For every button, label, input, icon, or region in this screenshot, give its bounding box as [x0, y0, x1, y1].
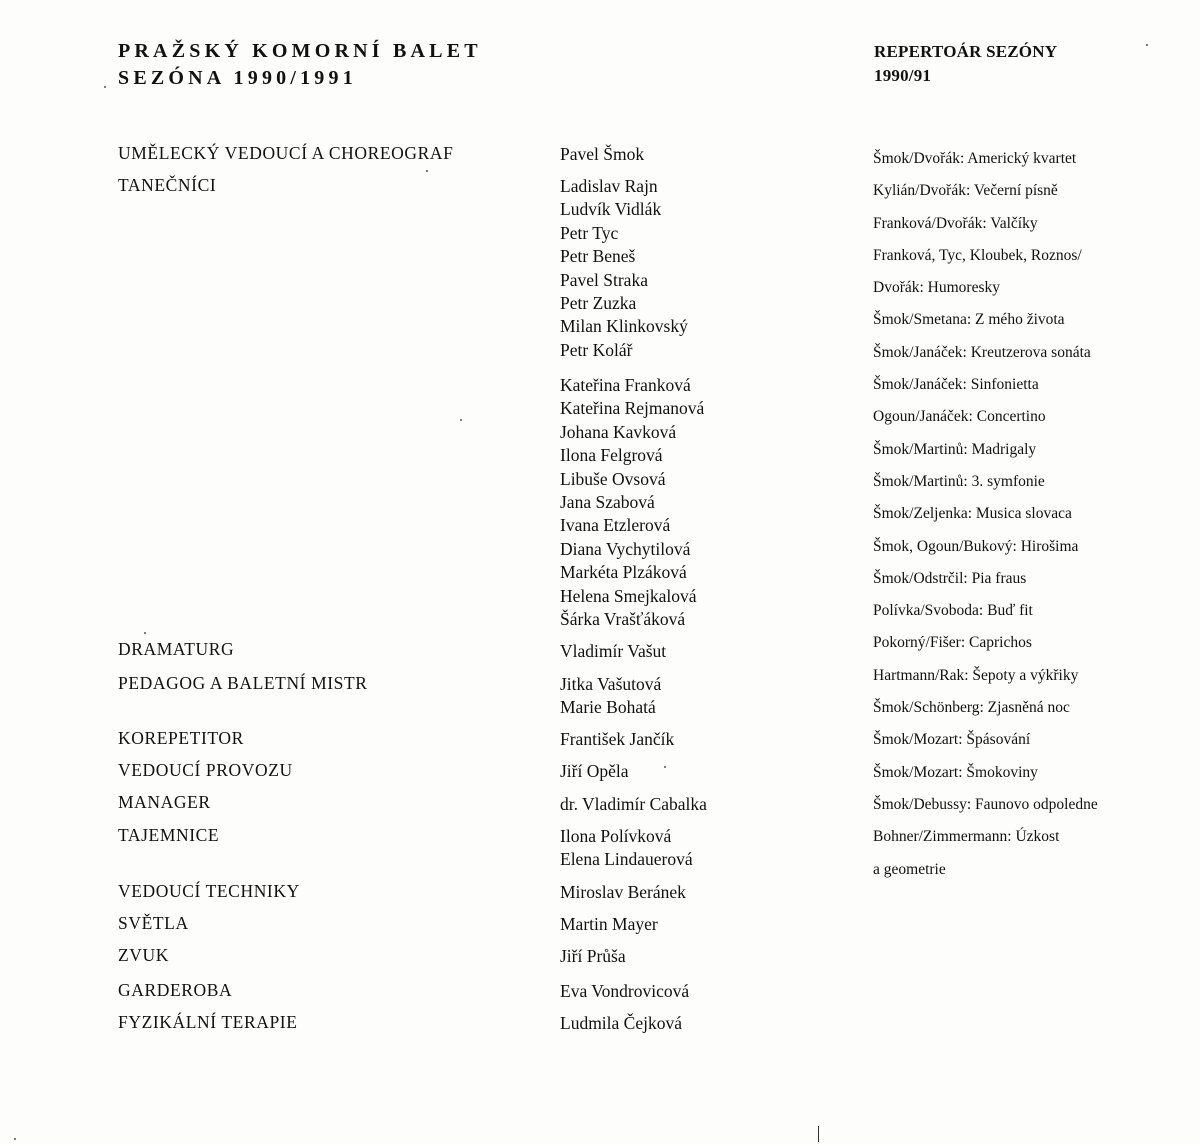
repertoire-item: Šmok/Janáček: Sinfonietta — [873, 376, 1039, 394]
program-title-line1: PRAŽSKÝ KOMORNÍ BALET — [118, 40, 482, 62]
staff-names — [560, 728, 674, 751]
staff-name: Ivana Etzlerová — [560, 515, 671, 536]
staff-names — [560, 143, 644, 166]
staff-names — [560, 760, 629, 783]
staff-name: Jiří Průša — [560, 946, 626, 966]
repertoire-item: Šmok, Ogoun/Bukový: Hirošima — [873, 537, 1079, 555]
repertoire-title — [874, 40, 1057, 88]
repertoire-title-line1: REPERTOÁR SEZÓNY — [874, 42, 1058, 61]
staff-name: Jana Szabová — [560, 492, 655, 513]
repertoire-item: Ogoun/Janáček: Concertino — [873, 408, 1046, 426]
staff-name: Petr Tyc — [560, 222, 619, 243]
staff-name: František Jančík — [560, 729, 675, 749]
staff-name: Milan Klinkovský — [560, 316, 688, 337]
repertoire-title-line2: 1990/91 — [874, 66, 932, 85]
staff-names — [560, 825, 693, 872]
repertoire-item: Pokorný/Fišer: Caprichos — [873, 634, 1032, 652]
repertoire-item: Šmok/Martinů: 3. symfonie — [873, 472, 1045, 490]
staff-role: ZVUK — [118, 945, 170, 965]
staff-name: dr. Vladimír Cabalka — [560, 794, 707, 814]
staff-name: Kateřina Franková — [560, 375, 691, 395]
staff-role: UMĚLECKÝ VEDOUCÍ A CHOREOGRAF — [118, 143, 454, 163]
scan-speck — [1146, 44, 1148, 46]
staff-name: Ilona Polívková — [560, 826, 672, 846]
staff-name: Johana Kavková — [560, 421, 677, 442]
staff-role: VEDOUCÍ PROVOZU — [118, 760, 293, 780]
repertoire-item: Polívka/Svoboda: Buď fit — [873, 602, 1033, 620]
repertoire-item: a geometrie — [873, 860, 946, 878]
staff-role: VEDOUCÍ TECHNIKY — [118, 881, 300, 901]
staff-role: PEDAGOG A BALETNÍ MISTR — [118, 673, 368, 693]
staff-name: Pavel Straka — [560, 269, 648, 290]
repertoire-list — [873, 148, 1098, 891]
scan-speck — [460, 419, 462, 421]
repertoire-item: Šmok/Smetana: Z mého života — [873, 311, 1065, 329]
repertoire-item: Šmok/Dvořák: Americký kvartet — [873, 150, 1077, 167]
staff-names — [560, 945, 626, 968]
program-title — [118, 38, 482, 92]
repertoire-item: Šmok/Janáček: Kreutzerova sonáta — [873, 343, 1091, 361]
staff-name: Kateřina Rejmanová — [560, 398, 705, 419]
staff-name: Petr Zuzka — [560, 293, 637, 314]
staff-name: Ludvík Vidlák — [560, 199, 662, 220]
repertoire-item: Šmok/Schönberg: Zjasněná noc — [873, 699, 1070, 717]
repertoire-item: Šmok/Zeljenka: Musica slovaca — [873, 505, 1072, 523]
repertoire-item: Šmok/Odstrčil: Pia fraus — [873, 569, 1027, 587]
staff-role: TAJEMNICE — [118, 825, 220, 845]
staff-name: Šárka Vrašťáková — [560, 609, 686, 630]
staff-name: Helena Smejkalová — [560, 585, 697, 606]
staff-name: Marie Bohatá — [560, 697, 656, 718]
repertoire-item: Šmok/Debussy: Faunovo odpoledne — [873, 795, 1098, 813]
staff-name: Petr Kolář — [560, 339, 633, 360]
staff-names — [560, 673, 661, 720]
staff-name: Jiří Opěla — [560, 761, 629, 781]
staff-names-dancers-female — [560, 374, 704, 631]
staff-name: Ludmila Čejková — [560, 1013, 682, 1033]
repertoire-item: Dvořák: Humoresky — [873, 279, 1000, 297]
repertoire-item: Franková, Tyc, Kloubek, Roznos/ — [873, 246, 1082, 264]
repertoire-item: Šmok/Mozart: Šmokoviny — [873, 763, 1038, 781]
staff-names — [560, 1012, 682, 1035]
staff-name: Miroslav Beránek — [560, 882, 686, 902]
staff-name: Jitka Vašutová — [560, 674, 662, 694]
staff-names — [560, 881, 686, 904]
program-title-line2: SEZÓNA 1990/1991 — [118, 67, 357, 89]
staff-names — [560, 640, 666, 663]
staff-name: Vladimír Vašut — [560, 641, 667, 661]
staff-name: Markéta Plzáková — [560, 562, 687, 583]
staff-role: KOREPETITOR — [118, 728, 244, 748]
repertoire-item: Bohner/Zimmermann: Úzkost — [873, 828, 1060, 846]
staff-name: Ilona Felgrová — [560, 445, 663, 466]
repertoire-item: Kylián/Dvořák: Večerní písně — [873, 182, 1058, 200]
scan-speck — [104, 86, 106, 88]
staff-names — [560, 793, 707, 816]
staff-role: TANEČNÍCI — [118, 175, 217, 195]
staff-names-dancers-male — [560, 175, 688, 362]
staff-name: Martin Mayer — [560, 914, 658, 934]
staff-name: Petr Beneš — [560, 246, 636, 267]
staff-name: Elena Lindauerová — [560, 849, 693, 870]
scan-speck — [426, 170, 428, 172]
staff-role: GARDEROBA — [118, 980, 233, 1000]
repertoire-item: Hartmann/Rak: Šepoty a výkřiky — [873, 666, 1079, 684]
repertoire-item: Franková/Dvořák: Valčíky — [873, 214, 1038, 232]
staff-name: Libuše Ovsová — [560, 468, 666, 489]
staff-name: Ladislav Rajn — [560, 176, 658, 196]
scan-speck — [664, 766, 666, 768]
repertoire-item: Šmok/Martinů: Madrigaly — [873, 440, 1037, 458]
staff-role: SVĚTLA — [118, 913, 189, 933]
staff-name: Pavel Šmok — [560, 144, 645, 164]
staff-name: Diana Vychytilová — [560, 538, 691, 559]
scan-speck — [144, 632, 146, 634]
repertoire-item: Šmok/Mozart: Špásování — [873, 731, 1031, 749]
staff-names — [560, 980, 689, 1003]
staff-names — [560, 913, 658, 936]
staff-name: Eva Vondrovicová — [560, 981, 690, 1001]
scan-speck — [14, 1138, 16, 1140]
staff-role: DRAMATURG — [118, 639, 235, 659]
scan-mark — [818, 1126, 819, 1142]
staff-role: MANAGER — [118, 792, 211, 812]
staff-role: FYZIKÁLNÍ TERAPIE — [118, 1012, 298, 1032]
